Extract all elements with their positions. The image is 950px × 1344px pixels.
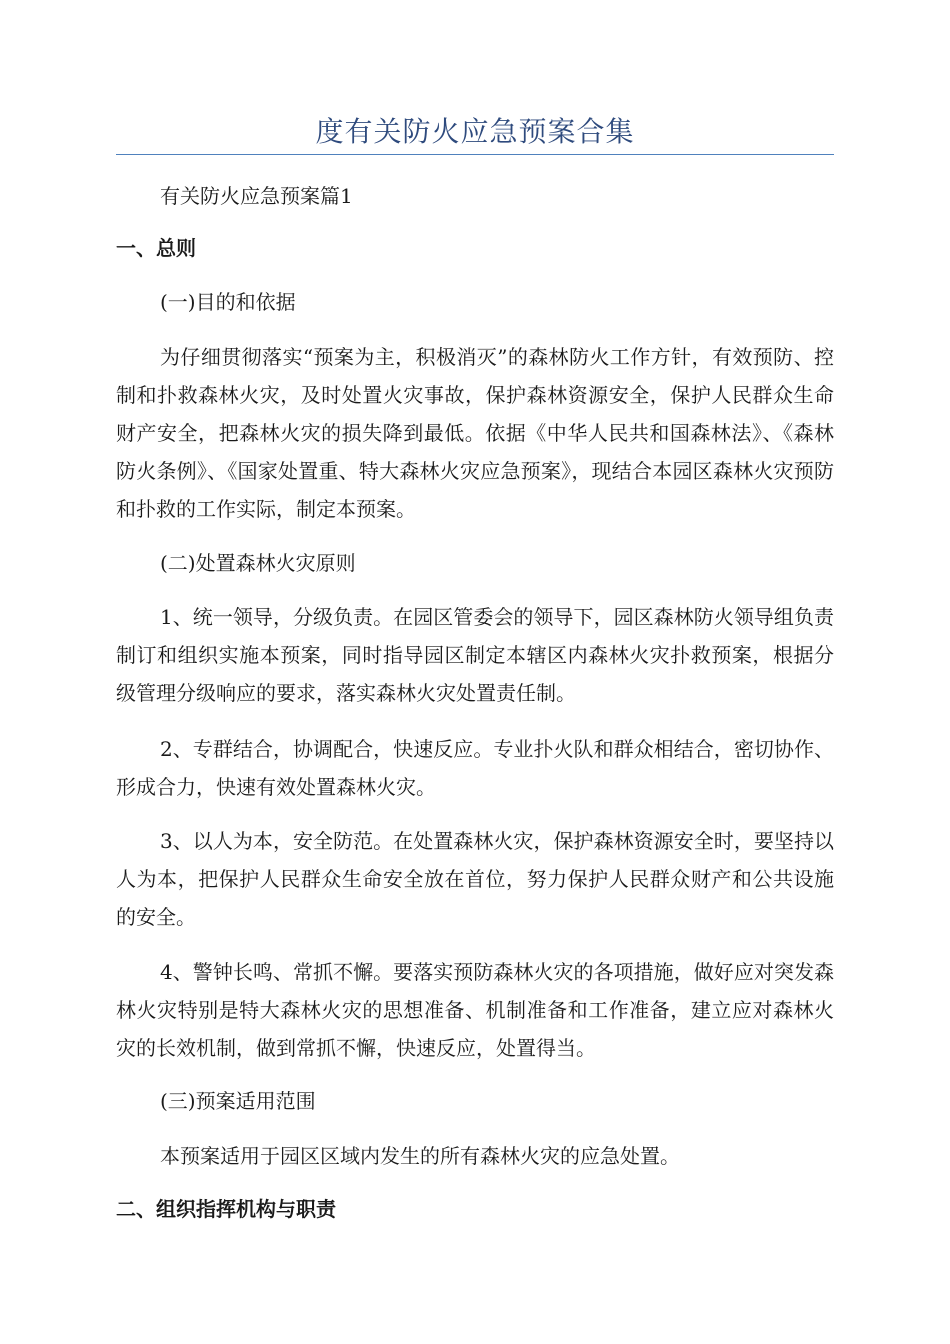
paragraph-purpose: 为仔细贯彻落实“预案为主，积极消灭”的森林防火工作方针，有效预防、控制和扑救森林火灾，及时处置火灾事故，保护森林资源安全，保护人民群众生命财产安全，把森林火灾的损失降到最低。依据《中华人民共和国森林法》、《森林防火条例》、《国家处置重、特大森林火灾应急预案》，现结合本园区森林火灾预防和扑救的工作实际，制定本预案。 (116, 345, 834, 521)
heading-general: 一、总则 (116, 236, 196, 260)
list-item-principle-3: 3、以人为本，安全防范。在处置森林火灾，保护森林资源安全时，要坚持以人为本，把保护人民群众生命安全放在首位，努力保护人民群众财产和公共设施的安全。 (116, 829, 834, 929)
list-item-principle-1: 1、统一领导，分级负责。在园区管委会的领导下，园区森林防火领导组负责制订和组织实施本预案，同时指导园区制定本辖区内森林火灾扑救预案，根据分级管理分级响应的要求，落实森林火灾处置责任制。 (116, 605, 834, 705)
document-title: 度有关防火应急预案合集 (315, 115, 635, 148)
title-underline (116, 154, 834, 155)
subheading-scope: (三)预案适用范围 (160, 1089, 316, 1113)
paragraph-scope: 本预案适用于园区区域内发生的所有森林火灾的应急处置。 (160, 1144, 680, 1168)
section-subtitle: 有关防火应急预案篇1 (160, 184, 353, 208)
subheading-principles: (二)处置森林火灾原则 (160, 551, 356, 575)
subheading-purpose: (一)目的和依据 (160, 290, 296, 314)
list-item-principle-4: 4、警钟长鸣、常抓不懈。要落实预防森林火灾的各项措施，做好应对突发森林火灾特别是特大森林火灾的思想准备、机制准备和工作准备，建立应对森林火灾的长效机制，做到常抓不懈，快速反应，处置得当。 (116, 960, 834, 1060)
list-item-principle-2: 2、专群结合，协调配合，快速反应。专业扑火队和群众相结合，密切协作、形成合力，快速有效处置森林火灾。 (116, 737, 834, 799)
heading-organization: 二、组织指挥机构与职责 (116, 1197, 336, 1221)
